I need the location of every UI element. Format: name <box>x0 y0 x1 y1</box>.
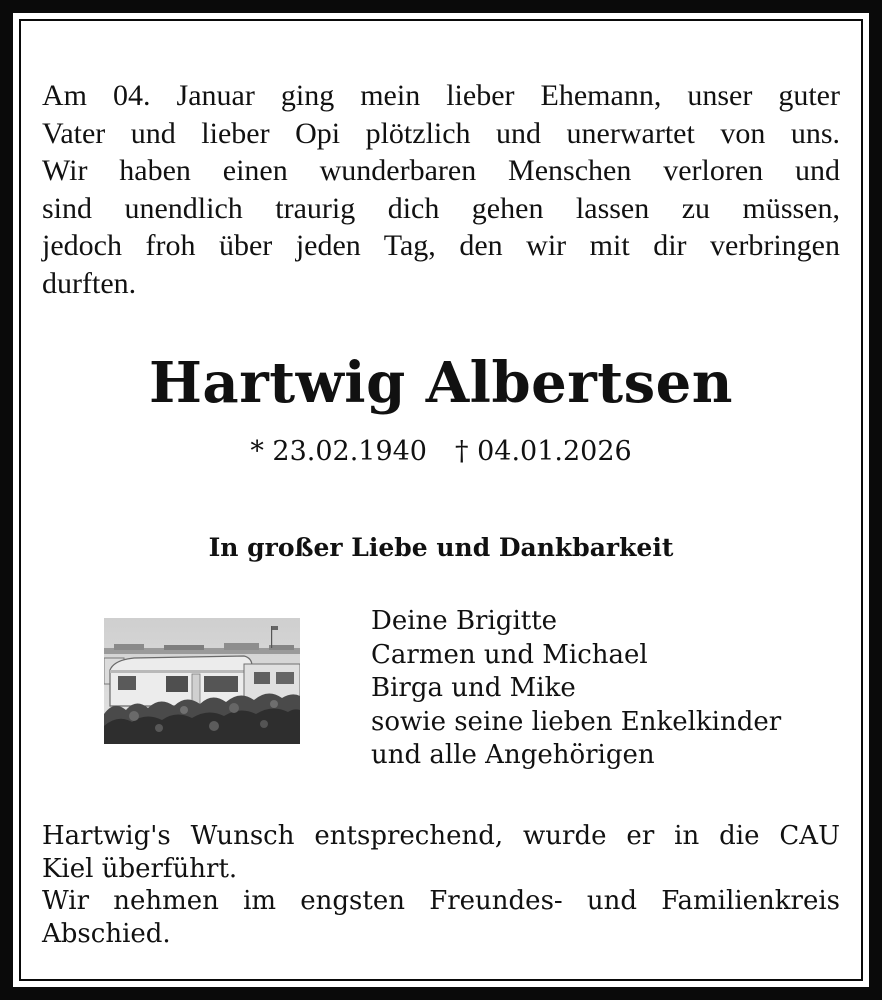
intro-line: Vater und lieber Opi plötzlich und unerwartet von uns. <box>42 116 840 150</box>
mourner: Birga und Mike <box>371 673 576 703</box>
dedication: In großer Liebe und Dankbarkeit <box>208 533 674 562</box>
note-line: Wir nehmen im engsten Freundes- und Familienkreis <box>42 886 840 916</box>
intro-text <box>42 77 840 303</box>
intro-line: jedoch froh über jeden Tag, den wir mit dir verbringen <box>42 229 840 263</box>
note-line: Hartwig's Wunsch entsprechend, wurde er in die CAU <box>42 821 840 851</box>
closing-note <box>42 820 840 950</box>
life-dates <box>41 432 841 472</box>
caravan-photo <box>104 618 300 744</box>
mourners-list <box>371 605 841 773</box>
note-line: Kiel überführt. <box>42 853 238 884</box>
deceased-name: Hartwig Albertsen <box>149 350 733 416</box>
mourner: sowie seine lieben Enkelkinder <box>371 706 782 737</box>
intro-line: sind unendlich traurig dich gehen lassen zu müssen, <box>42 191 840 225</box>
intro-line: Am 04. Januar ging mein lieber Ehemann, unser guter <box>42 79 840 112</box>
death-date: † 04.01.2026 <box>455 436 632 467</box>
birth-date: * 23.02.1940 <box>250 436 427 467</box>
mourner: und alle Angehörigen <box>371 740 655 770</box>
mourner: Carmen und Michael <box>371 639 648 670</box>
intro-line: durften. <box>42 266 137 300</box>
intro-line: Wir haben einen wunderbaren Menschen verloren und <box>42 154 840 188</box>
note-line: Abschied. <box>42 918 171 949</box>
mourner: Deine Brigitte <box>371 606 558 636</box>
